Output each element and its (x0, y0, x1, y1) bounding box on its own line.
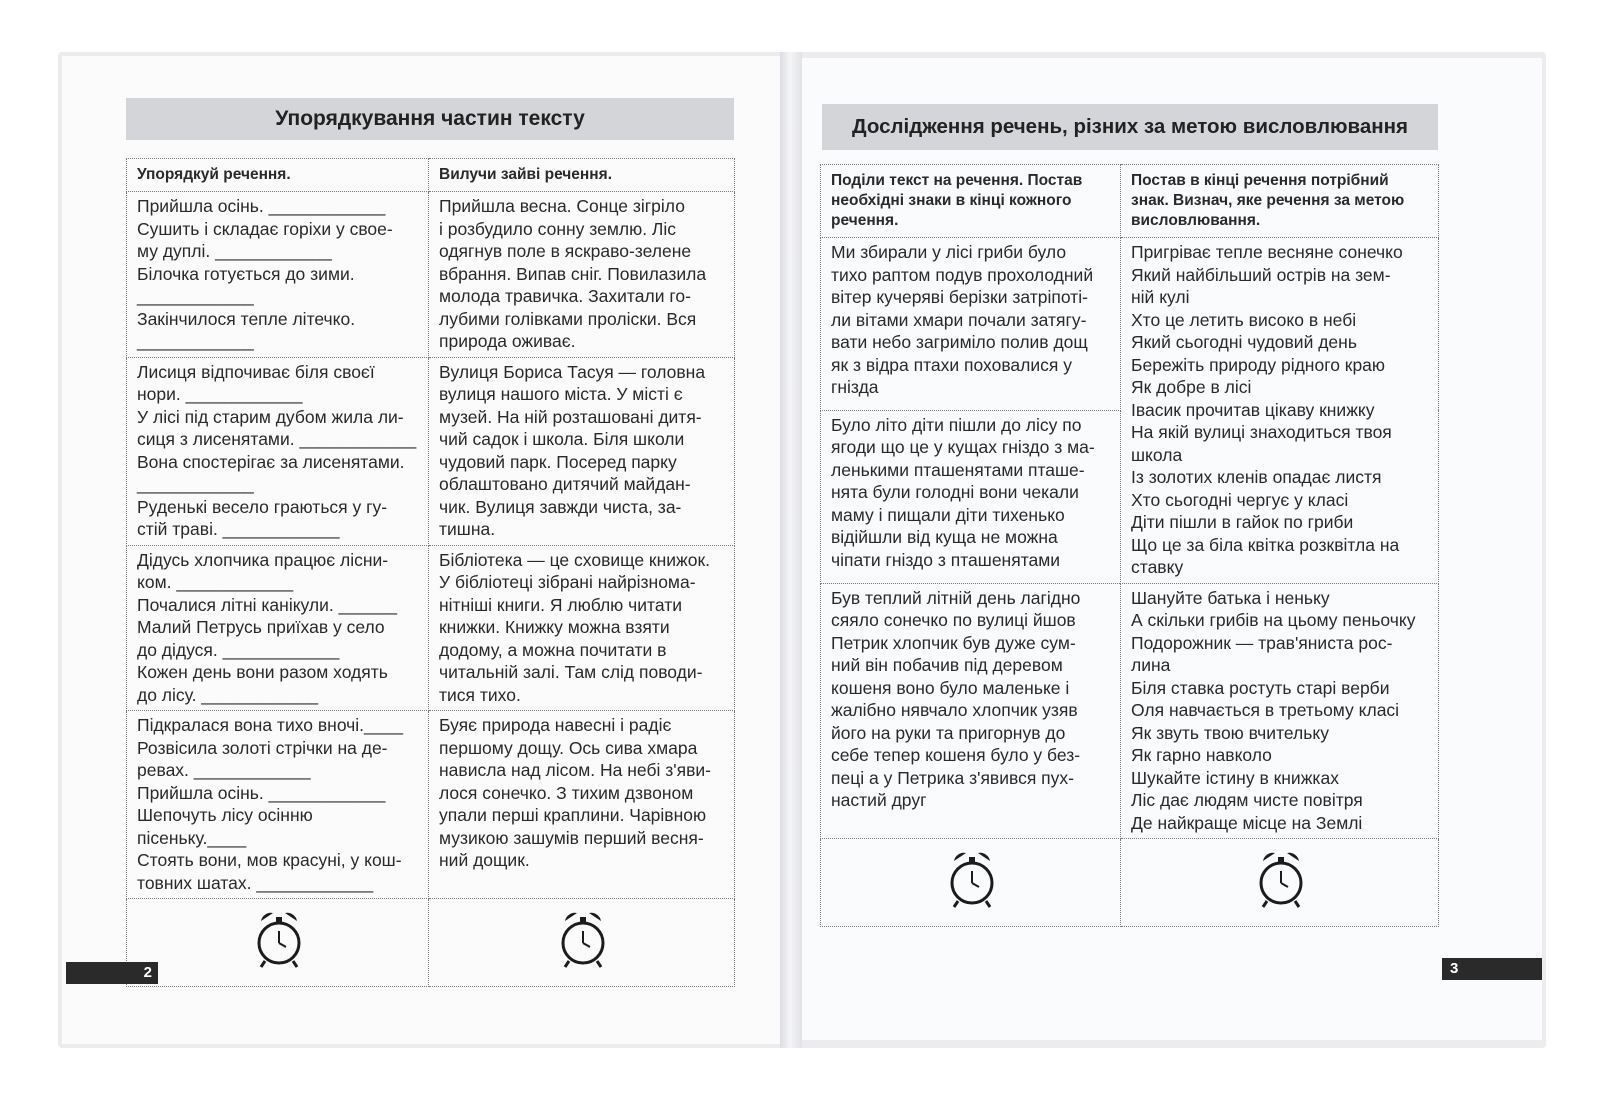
text-line: себе тепер кошеня було у без- (831, 745, 1081, 765)
text-line: Прийшла осінь. ____________ (137, 196, 386, 216)
alarm-clock-icon (253, 955, 305, 975)
text-line: сиця з лисенятами. ____________ (137, 429, 417, 449)
text-line: музей. На ній розташовані дитя- (439, 406, 702, 427)
text-line: Діти пішли в гайок по гриби (1131, 512, 1354, 532)
text-line: жалібно нявчало хлопчик узяв (831, 700, 1078, 720)
text-line: нята були голодні вони чекали (831, 482, 1079, 503)
text-line: Що це за біла квітка розквітла на (1131, 534, 1400, 555)
text-line: лося сонечко. З тихим дзвоном (439, 782, 694, 803)
text-line: ній кулі (1131, 287, 1190, 307)
order-sentences-cell (127, 545, 429, 711)
text-line: Бібліотека — це сховище книжок. (439, 549, 710, 570)
text-line: школа (1131, 444, 1183, 465)
text-line: до дідуся. ____________ (137, 639, 340, 660)
order-sentences-cell (127, 711, 429, 899)
table-row (127, 357, 735, 545)
text-line: ____________ (137, 474, 254, 494)
right-col2-header: Постав в кінці речення потрібний знак. Визнач, яке речення за метою висловлювання. (1121, 165, 1439, 238)
text-line: кошеня воно було маленьке і (831, 677, 1070, 698)
text-line: На якій вулиці знаходиться твоя (1131, 422, 1392, 442)
text-line: Дідусь хлопчика працює лісни- (137, 549, 389, 570)
text-line: нітніші книги. Я люблю читати (439, 594, 683, 615)
text-line: Розвісила золоті стрічки на де- (137, 737, 388, 758)
text-line: облаштовано дитячий майдан- (439, 474, 691, 494)
text-line: Де найкраще місце на Землі (1131, 812, 1363, 833)
text-line: Оля навчається в третьому класі (1131, 700, 1400, 720)
text-line: Ми збирали у лісі гриби було (831, 242, 1067, 262)
text-line: Хто сьогодні чергує у класі (1131, 489, 1349, 510)
text-line: настий друг (831, 790, 927, 810)
text-line: природа оживає. (439, 331, 576, 351)
text-line: книжки. Книжку можна взяти (439, 617, 670, 637)
remove-sentences-cell (429, 711, 735, 899)
left-col2-header: Вилучи зайві речення. (429, 159, 735, 192)
text-line: до лісу. ____________ (137, 684, 319, 705)
text-line: ставку (1131, 557, 1184, 577)
right-col1-header: Поділи текст на речення. Постав необхідні знаки в кінці кожного речення. (821, 165, 1121, 238)
text-line: Шануйте батька і неньку (1131, 587, 1330, 608)
text-line: Почалися літні канікули. ______ (137, 594, 398, 615)
text-line: чудовий парк. Посеред парку (439, 451, 677, 472)
text-line: Як звуть твою вчительку (1131, 722, 1329, 743)
book-spine (780, 52, 802, 1048)
text-line: чик. Вулиця завжди чиста, за- (439, 496, 682, 517)
text-line: Прийшла осінь. ____________ (137, 782, 386, 803)
table-row (821, 583, 1439, 839)
split-text-cell (821, 583, 1121, 839)
table-row (821, 238, 1439, 411)
alarm-clock-icon (1255, 895, 1307, 915)
timer-cell (127, 899, 429, 987)
remove-sentences-cell (429, 357, 735, 545)
text-line: Пригріває тепле весняне сонечко (1131, 242, 1403, 262)
text-line: упали перші краплини. Чарівною (439, 805, 707, 825)
text-line: Білочка готується до зими. (137, 263, 355, 284)
text-line: Кожен день вони разом ходять (137, 662, 388, 682)
text-line: відійшли від куща не можна (831, 527, 1058, 548)
text-line: Івасик прочитав цікаву книжку (1131, 399, 1375, 420)
text-line: товних шатах. ____________ (137, 872, 374, 893)
text-line: ний дощик. (439, 850, 530, 870)
text-line: У бібліотеці зібрані найрізнома- (439, 572, 696, 592)
text-line: нори. ____________ (137, 384, 303, 404)
text-line: ягоди що це у кущах гніздо з ма- (831, 437, 1095, 458)
text-line: А скільки грибів на цьому пеньочку (1131, 610, 1416, 630)
left-worksheet-table (126, 158, 735, 987)
text-line: чий садок і школа. Біля школи (439, 429, 685, 449)
text-line: молода травичка. Захитали го- (439, 286, 691, 306)
text-line: вбрання. Випав сніг. Повилазила (439, 263, 707, 284)
left-page-title: Упорядкування частин тексту (126, 98, 734, 140)
text-line: Було літо діти пішли до лісу по (831, 414, 1082, 435)
split-text-cell (821, 238, 1121, 411)
text-line: У лісі під старим дубом жила ли- (137, 406, 404, 427)
text-line: гнізда (831, 377, 879, 397)
text-line: Закінчилося тепле літечко. (137, 308, 356, 329)
text-line: ком. ____________ (137, 572, 294, 592)
page-number: 3 (1442, 958, 1542, 980)
timer-cell (821, 839, 1121, 927)
text-line: і розбудило сонну землю. Ліс (439, 218, 677, 239)
text-line: ____________ (137, 286, 254, 306)
text-line: Як добре в лісі (1131, 377, 1252, 397)
text-line: сяяло сонечко по вулиці йшов (831, 610, 1076, 630)
alarm-clock-icon (946, 895, 998, 915)
text-line: му дуплі. ____________ (137, 241, 332, 261)
punctuation-cell (1121, 583, 1439, 839)
text-line: Буяє природа навесні і радіє (439, 715, 672, 735)
timer-cell (429, 899, 735, 987)
text-line: Підкралася вона тихо вночі.____ (137, 715, 403, 735)
text-line: ревах. ____________ (137, 760, 311, 780)
text-line: першому дощу. Ось сива хмара (439, 737, 698, 758)
text-line: лубими голівками проліски. Вся (439, 308, 697, 329)
text-line: тися тихо. (439, 684, 521, 705)
text-line: лина (1131, 655, 1171, 675)
text-line: Вулиця Бориса Тасуя — головна (439, 361, 706, 382)
text-line: Вона спостерігає за лисенятами. (137, 451, 405, 472)
text-line: додому, а можна почитати в (439, 639, 667, 660)
text-line: Прийшла весна. Сонце зігріло (439, 196, 685, 216)
text-line: ____________ (137, 331, 254, 351)
text-line: тихо раптом подув прохолодний (831, 264, 1094, 285)
order-sentences-cell (127, 192, 429, 358)
text-line: Малий Петрусь приїхав у село (137, 617, 385, 637)
alarm-clock-icon (557, 955, 609, 975)
text-line: Руденькі весело граються у гу- (137, 496, 388, 517)
text-line: Як гарно навколо (1131, 745, 1272, 765)
text-line: стій траві. ____________ (137, 519, 340, 539)
left-col1-header: Упорядкуй речення. (127, 159, 429, 192)
text-line: тишна. (439, 519, 496, 539)
punctuation-cell (1121, 238, 1439, 584)
text-line: Стоять вони, мов красуні, у кош- (137, 850, 402, 870)
text-line: Бережіть природу рідного краю (1131, 354, 1386, 375)
timer-cell (1121, 839, 1439, 927)
text-line: читальній залі. Там слід поводи- (439, 662, 703, 682)
text-line: Шепочуть лісу осінню пісеньку.____ (137, 805, 318, 848)
right-page-title: Дослідження речень, різних за метою висловлювання (822, 104, 1438, 150)
text-line: вати небо загриміло полив дощ (831, 332, 1088, 352)
text-line: ленькими пташенятами пташе- (831, 459, 1085, 480)
text-line: маму і пищали діти тихенько (831, 504, 1065, 525)
text-line: ний він побачив під деревом (831, 655, 1063, 675)
text-line: Сушить і складає горіхи у свое- (137, 218, 393, 239)
right-worksheet-table (820, 164, 1439, 927)
text-line: чіпати гніздо з пташенятами (831, 549, 1061, 570)
text-line: вітер кучеряві берізки затріпоті- (831, 287, 1088, 307)
text-line: Який найбільший острів на зем- (1131, 264, 1391, 285)
text-line: Біля ставка ростуть старі верби (1131, 677, 1390, 698)
table-row (127, 545, 735, 711)
text-line: Який сьогодні чудовий день (1131, 332, 1357, 352)
text-line: Подорожник — трав'яниста рос- (1131, 632, 1393, 653)
table-row (127, 711, 735, 899)
text-line: Із золотих кленів опадає листя (1131, 467, 1382, 487)
text-line: Шукайте істину в книжках (1131, 767, 1339, 788)
text-line: Лисиця відпочиває біля своєї (137, 361, 375, 382)
text-line: як з відра птахи поховалися у (831, 354, 1072, 375)
page-number: 2 (66, 962, 158, 984)
text-line: його на руки та пригорнув до (831, 722, 1066, 743)
remove-sentences-cell (429, 192, 735, 358)
text-line: вулиця нашого міста. У місті є (439, 384, 683, 404)
text-line: пеці а у Петрика з'явився пух- (831, 767, 1074, 788)
text-line: Хто це летить високо в небі (1131, 309, 1357, 330)
split-text-cell (821, 410, 1121, 583)
order-sentences-cell (127, 357, 429, 545)
text-line: Був теплий літній день лагідно (831, 587, 1081, 608)
text-line: одягнув поле в яскраво-зелене (439, 241, 692, 261)
text-line: Ліс дає людям чисте повітря (1131, 790, 1363, 810)
text-line: ли вітами хмари почали затягу- (831, 309, 1087, 330)
remove-sentences-cell (429, 545, 735, 711)
text-line: нависла над лісом. На небі з'яви- (439, 760, 711, 780)
text-line: музикою зашумів перший весня- (439, 827, 704, 848)
table-row (127, 192, 735, 358)
text-line: Петрик хлопчик був дуже сум- (831, 632, 1076, 653)
